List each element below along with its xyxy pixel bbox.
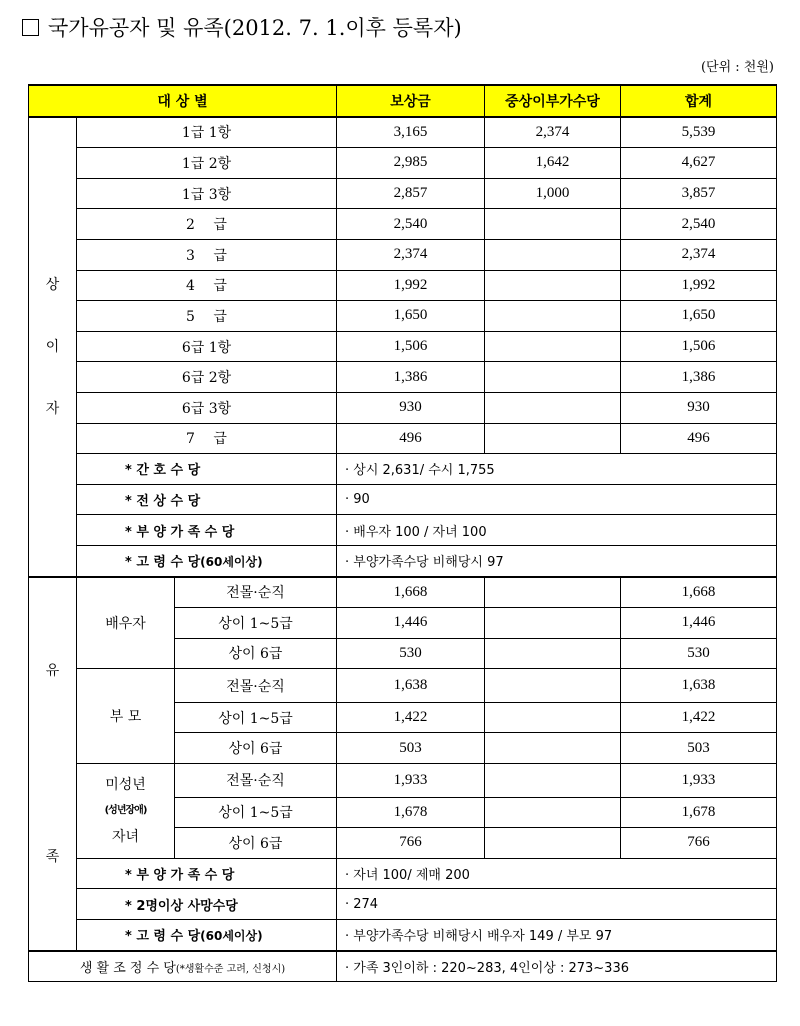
grade-cell: 1급 2항 xyxy=(77,148,337,179)
total-cell: 1,650 xyxy=(621,301,777,332)
living-allowance-note: · 가족 3인이하 : 220~283, 4인이상 : 273~336 xyxy=(337,951,777,982)
table-row xyxy=(29,577,777,608)
living-allowance-sub: (*생활수준 고려, 신청시) xyxy=(175,963,286,975)
allowance-label-text: * 전 상 수 당 xyxy=(125,494,201,510)
injured-group-label xyxy=(29,117,77,577)
severe-allowance-cell xyxy=(485,392,621,423)
compensation-cell: 930 xyxy=(337,392,485,423)
header-severe-allowance: 중상이부가수당 xyxy=(485,85,621,117)
compensation-cell: 766 xyxy=(337,828,485,859)
allowance-label-text: * 간 호 수 당 xyxy=(125,463,201,479)
relation-label-mid: (성년장애) xyxy=(104,804,147,816)
allowance-label-text: * 고 령 수 당 xyxy=(125,555,201,571)
living-allowance-label xyxy=(29,951,337,982)
page-title xyxy=(22,12,462,42)
relation-label xyxy=(77,764,175,859)
table-row xyxy=(29,148,777,179)
allowance-note: · 상시 2,631/ 수시 1,755 xyxy=(337,454,777,485)
allowance-label-text: * 2명이상 사망수당 xyxy=(125,898,238,914)
bereaved-group-label xyxy=(29,577,77,951)
grade-cell: 6급 1항 xyxy=(77,331,337,362)
group-label-char: 이 xyxy=(45,338,60,355)
table-row xyxy=(29,301,777,332)
allowance-label-text: * 부 양 가 족 수 당 xyxy=(125,524,235,540)
compensation-table xyxy=(28,84,777,982)
allowance-label-text: * 고 령 수 당 xyxy=(125,929,201,945)
grade-cell: 1급 1항 xyxy=(77,117,337,148)
total-cell: 1,446 xyxy=(621,608,777,639)
allowance-note: · 부양가족수당 비해당시 배우자 149 / 부모 97 xyxy=(337,919,777,950)
severe-allowance-cell xyxy=(485,239,621,270)
group-label-char: 자 xyxy=(45,400,60,417)
severe-allowance-cell xyxy=(485,764,621,798)
total-cell: 766 xyxy=(621,828,777,859)
table-row xyxy=(29,331,777,362)
table-row xyxy=(29,919,777,950)
total-cell: 1,668 xyxy=(621,577,777,608)
severe-allowance-cell: 1,642 xyxy=(485,148,621,179)
group-label-char: 족 xyxy=(45,848,60,865)
table-row xyxy=(29,454,777,485)
header-total: 합계 xyxy=(621,85,777,117)
table-row xyxy=(29,209,777,240)
bereaved-type-cell: 상이 6급 xyxy=(175,638,337,669)
severe-allowance-cell xyxy=(485,331,621,362)
severe-allowance-cell xyxy=(485,577,621,608)
relation-label: 부 모 xyxy=(77,669,175,764)
table-row xyxy=(29,484,777,515)
allowance-label xyxy=(77,889,337,920)
severe-allowance-cell xyxy=(485,669,621,703)
relation-label-bottom: 자녀 xyxy=(111,828,140,845)
compensation-cell: 3,165 xyxy=(337,117,485,148)
total-cell: 3,857 xyxy=(621,178,777,209)
allowance-label xyxy=(77,515,337,546)
allowance-label-text: * 부 양 가 족 수 당 xyxy=(125,868,235,884)
table-row xyxy=(29,545,777,576)
table-row xyxy=(29,889,777,920)
compensation-cell: 1,933 xyxy=(337,764,485,798)
severe-allowance-cell: 2,374 xyxy=(485,117,621,148)
total-cell: 1,992 xyxy=(621,270,777,301)
total-cell: 1,506 xyxy=(621,331,777,362)
grade-cell: 3 급 xyxy=(77,239,337,270)
allowance-label xyxy=(77,545,337,576)
severe-allowance-cell xyxy=(485,209,621,240)
bereaved-type-cell: 전몰·순직 xyxy=(175,764,337,798)
compensation-cell: 503 xyxy=(337,733,485,764)
table-row xyxy=(29,764,777,798)
severe-allowance-cell xyxy=(485,828,621,859)
group-label-char: 상 xyxy=(45,276,60,293)
grade-cell: 6급 2항 xyxy=(77,362,337,393)
compensation-cell: 2,985 xyxy=(337,148,485,179)
compensation-cell: 1,638 xyxy=(337,669,485,703)
table-row xyxy=(29,239,777,270)
header-category: 대 상 별 xyxy=(29,85,337,117)
compensation-cell: 1,446 xyxy=(337,608,485,639)
severe-allowance-cell: 1,000 xyxy=(485,178,621,209)
relation-label-top: 미성년 xyxy=(105,776,146,793)
allowance-note: · 274 xyxy=(337,889,777,920)
severe-allowance-cell xyxy=(485,702,621,733)
severe-allowance-cell xyxy=(485,423,621,454)
allowance-note: · 배우자 100 / 자녀 100 xyxy=(337,515,777,546)
grade-cell: 4 급 xyxy=(77,270,337,301)
total-cell: 2,540 xyxy=(621,209,777,240)
severe-allowance-cell xyxy=(485,270,621,301)
relation-label: 배우자 xyxy=(77,577,175,669)
unit-label: (단위 : 천원) xyxy=(700,60,774,75)
table-row xyxy=(29,669,777,703)
total-cell: 4,627 xyxy=(621,148,777,179)
allowance-label xyxy=(77,858,337,889)
living-allowance-label-text: 생 활 조 정 수 당 xyxy=(79,960,176,976)
severe-allowance-cell xyxy=(485,638,621,669)
table-header-row xyxy=(29,85,777,117)
compensation-cell: 1,678 xyxy=(337,797,485,828)
bereaved-type-cell: 상이 1~5급 xyxy=(175,702,337,733)
severe-allowance-cell xyxy=(485,733,621,764)
total-cell: 1,933 xyxy=(621,764,777,798)
table-row xyxy=(29,858,777,889)
table-row xyxy=(29,515,777,546)
allowance-note: · 부양가족수당 비해당시 97 xyxy=(337,545,777,576)
grade-cell: 1급 3항 xyxy=(77,178,337,209)
table-row xyxy=(29,423,777,454)
compensation-cell: 1,668 xyxy=(337,577,485,608)
grade-cell: 7 급 xyxy=(77,423,337,454)
compensation-cell: 1,650 xyxy=(337,301,485,332)
total-cell: 5,539 xyxy=(621,117,777,148)
total-cell: 1,678 xyxy=(621,797,777,828)
allowance-note: · 자녀 100/ 제매 200 xyxy=(337,858,777,889)
total-cell: 496 xyxy=(621,423,777,454)
compensation-cell: 2,857 xyxy=(337,178,485,209)
grade-cell: 6급 3항 xyxy=(77,392,337,423)
compensation-cell: 530 xyxy=(337,638,485,669)
severe-allowance-cell xyxy=(485,301,621,332)
table-row xyxy=(29,951,777,982)
checkbox-square-icon xyxy=(22,19,39,36)
compensation-cell: 1,422 xyxy=(337,702,485,733)
allowance-label xyxy=(77,454,337,485)
allowance-label-suffix: (60세이상) xyxy=(200,555,263,570)
allowance-note: · 90 xyxy=(337,484,777,515)
total-cell: 1,386 xyxy=(621,362,777,393)
bereaved-type-cell: 상이 1~5급 xyxy=(175,797,337,828)
bereaved-type-cell: 전몰·순직 xyxy=(175,669,337,703)
compensation-cell: 1,386 xyxy=(337,362,485,393)
bereaved-type-cell: 상이 1~5급 xyxy=(175,608,337,639)
bereaved-type-cell: 상이 6급 xyxy=(175,828,337,859)
compensation-cell: 1,506 xyxy=(337,331,485,362)
bereaved-type-cell: 전몰·순직 xyxy=(175,577,337,608)
total-cell: 1,638 xyxy=(621,669,777,703)
allowance-label-suffix: (60세이상) xyxy=(200,929,263,944)
table-row xyxy=(29,270,777,301)
severe-allowance-cell xyxy=(485,608,621,639)
header-compensation: 보상금 xyxy=(337,85,485,117)
grade-cell: 2 급 xyxy=(77,209,337,240)
compensation-cell: 2,540 xyxy=(337,209,485,240)
compensation-cell: 1,992 xyxy=(337,270,485,301)
compensation-cell: 496 xyxy=(337,423,485,454)
total-cell: 2,374 xyxy=(621,239,777,270)
total-cell: 503 xyxy=(621,733,777,764)
grade-cell: 5 급 xyxy=(77,301,337,332)
group-label-char: 유 xyxy=(45,662,60,679)
allowance-label xyxy=(77,919,337,950)
allowance-label xyxy=(77,484,337,515)
bereaved-type-cell: 상이 6급 xyxy=(175,733,337,764)
table-row xyxy=(29,178,777,209)
table-row xyxy=(29,117,777,148)
compensation-cell: 2,374 xyxy=(337,239,485,270)
table-row xyxy=(29,392,777,423)
table-row xyxy=(29,362,777,393)
severe-allowance-cell xyxy=(485,362,621,393)
total-cell: 1,422 xyxy=(621,702,777,733)
severe-allowance-cell xyxy=(485,797,621,828)
page-title-text: 국가유공자 및 유족(2012. 7. 1.이후 등록자) xyxy=(48,16,462,40)
total-cell: 530 xyxy=(621,638,777,669)
total-cell: 930 xyxy=(621,392,777,423)
